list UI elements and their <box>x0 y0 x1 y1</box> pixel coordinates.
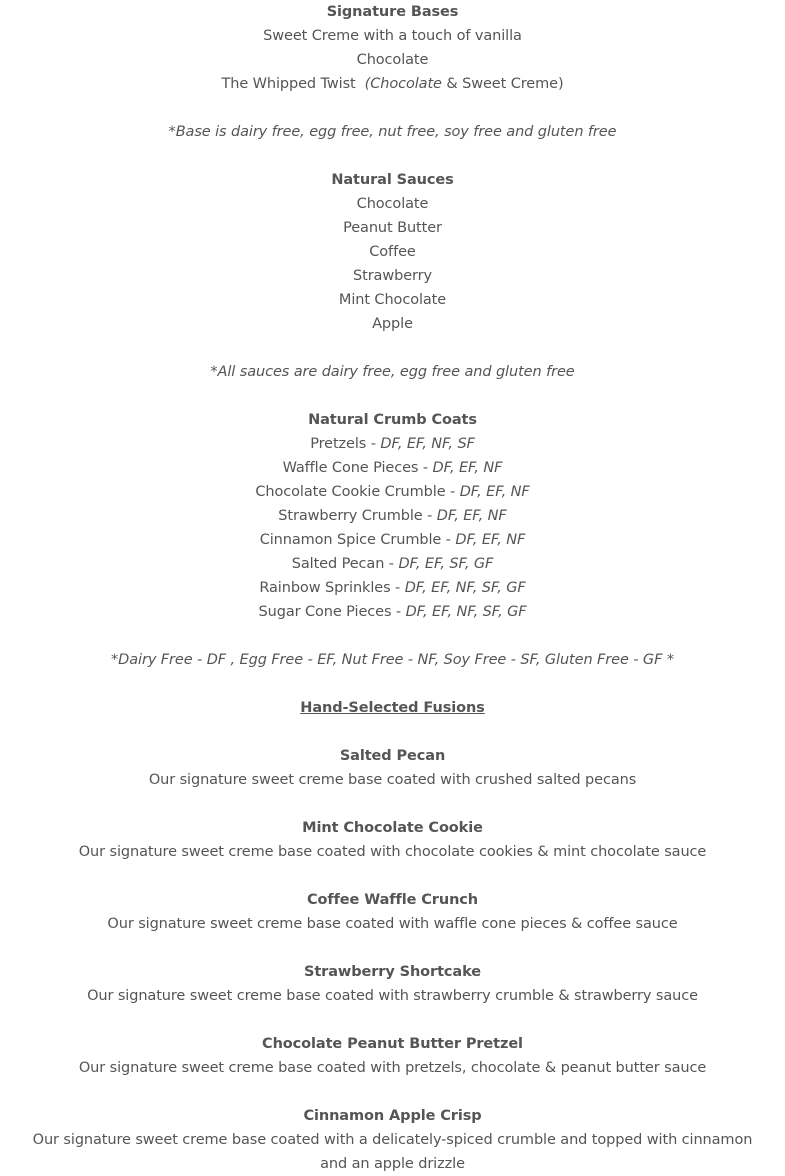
sauces-note: *All sauces are dairy free, egg free and gluten free <box>210 364 575 380</box>
crumb-name: Cinnamon Spice Crumble - <box>259 532 456 548</box>
crumb-name: Salted Pecan - <box>291 556 399 572</box>
crumb-item <box>0 504 785 528</box>
twist-chocolate: (Chocolate <box>364 76 442 92</box>
crumb-tags: DF, EF, NF <box>436 508 507 524</box>
fusion-description: Our signature sweet creme base coated with crushed salted pecans <box>148 772 637 788</box>
sauce-item: Mint Chocolate <box>338 292 447 308</box>
fusion-name: Salted Pecan <box>339 748 446 764</box>
base-item-twist <box>0 72 785 96</box>
crumb-tags: DF, EF, NF <box>432 460 503 476</box>
sauce-item: Strawberry <box>353 268 432 284</box>
fusions-heading: Hand-Selected Fusions <box>300 700 485 716</box>
allergen-legend: *Dairy Free - DF , Egg Free - EF, Nut Free - NF, Soy Free - SF, Gluten Free - GF * <box>111 652 674 668</box>
fusion-name: Mint Chocolate Cookie <box>302 820 483 836</box>
crumb-tags: DF, EF, NF, SF, GF <box>405 604 527 620</box>
fusion-description: Our signature sweet creme base coated with pretzels, chocolate & peanut butter sauce <box>78 1060 707 1076</box>
crumb-name: Waffle Cone Pieces - <box>282 460 433 476</box>
fusion-name: Chocolate Peanut Butter Pretzel <box>262 1036 523 1052</box>
crumb-tags: DF, EF, NF <box>455 532 526 548</box>
crumb-name: Rainbow Sprinkles - <box>259 580 405 596</box>
base-item: Chocolate <box>356 52 429 68</box>
fusion-description: Our signature sweet creme base coated with chocolate cookies & mint chocolate sauce <box>78 844 707 860</box>
crumb-name: Chocolate Cookie Crumble - <box>255 484 460 500</box>
fusion-description: Our signature sweet creme base coated with a delicately-spiced crumble and topped with cinnamon and an apple drizzle <box>32 1132 753 1172</box>
twist-rest: & Sweet Creme) <box>441 76 564 92</box>
crumb-tags: DF, EF, NF, SF <box>380 436 475 452</box>
fusion-name: Strawberry Shortcake <box>304 964 481 980</box>
crumb-tags: DF, EF, NF, SF, GF <box>404 580 526 596</box>
crumb-item <box>0 552 785 576</box>
crumb-name: Sugar Cone Pieces - <box>258 604 406 620</box>
crumb-item <box>0 432 785 456</box>
crumbs-heading: Natural Crumb Coats <box>308 412 477 428</box>
crumb-tags: DF, EF, NF <box>459 484 530 500</box>
crumb-name: Pretzels - <box>310 436 381 452</box>
sauce-item: Apple <box>372 316 413 332</box>
crumb-item <box>0 600 785 624</box>
crumb-item <box>0 576 785 600</box>
crumb-name: Strawberry Crumble - <box>278 508 437 524</box>
fusion-name: Cinnamon Apple Crisp <box>303 1108 482 1124</box>
crumb-item <box>0 456 785 480</box>
sauce-item: Coffee <box>369 244 416 260</box>
crumb-tags: DF, EF, SF, GF <box>398 556 494 572</box>
bases-note: *Base is dairy free, egg free, nut free, soy free and gluten free <box>168 124 617 140</box>
sauce-item: Peanut Butter <box>343 220 442 236</box>
twist-label: The Whipped Twist <box>221 76 356 92</box>
crumb-item <box>0 480 785 504</box>
fusion-description: Our signature sweet creme base coated with waffle cone pieces & coffee sauce <box>107 916 678 932</box>
base-item: Sweet Creme with a touch of vanilla <box>263 28 522 44</box>
bases-heading: Signature Bases <box>326 4 459 20</box>
sauces-heading: Natural Sauces <box>331 172 454 188</box>
fusion-description: Our signature sweet creme base coated with strawberry crumble & strawberry sauce <box>87 988 698 1004</box>
fusion-name: Coffee Waffle Crunch <box>306 892 479 908</box>
crumb-item <box>0 528 785 552</box>
sauce-item: Chocolate <box>356 196 429 212</box>
